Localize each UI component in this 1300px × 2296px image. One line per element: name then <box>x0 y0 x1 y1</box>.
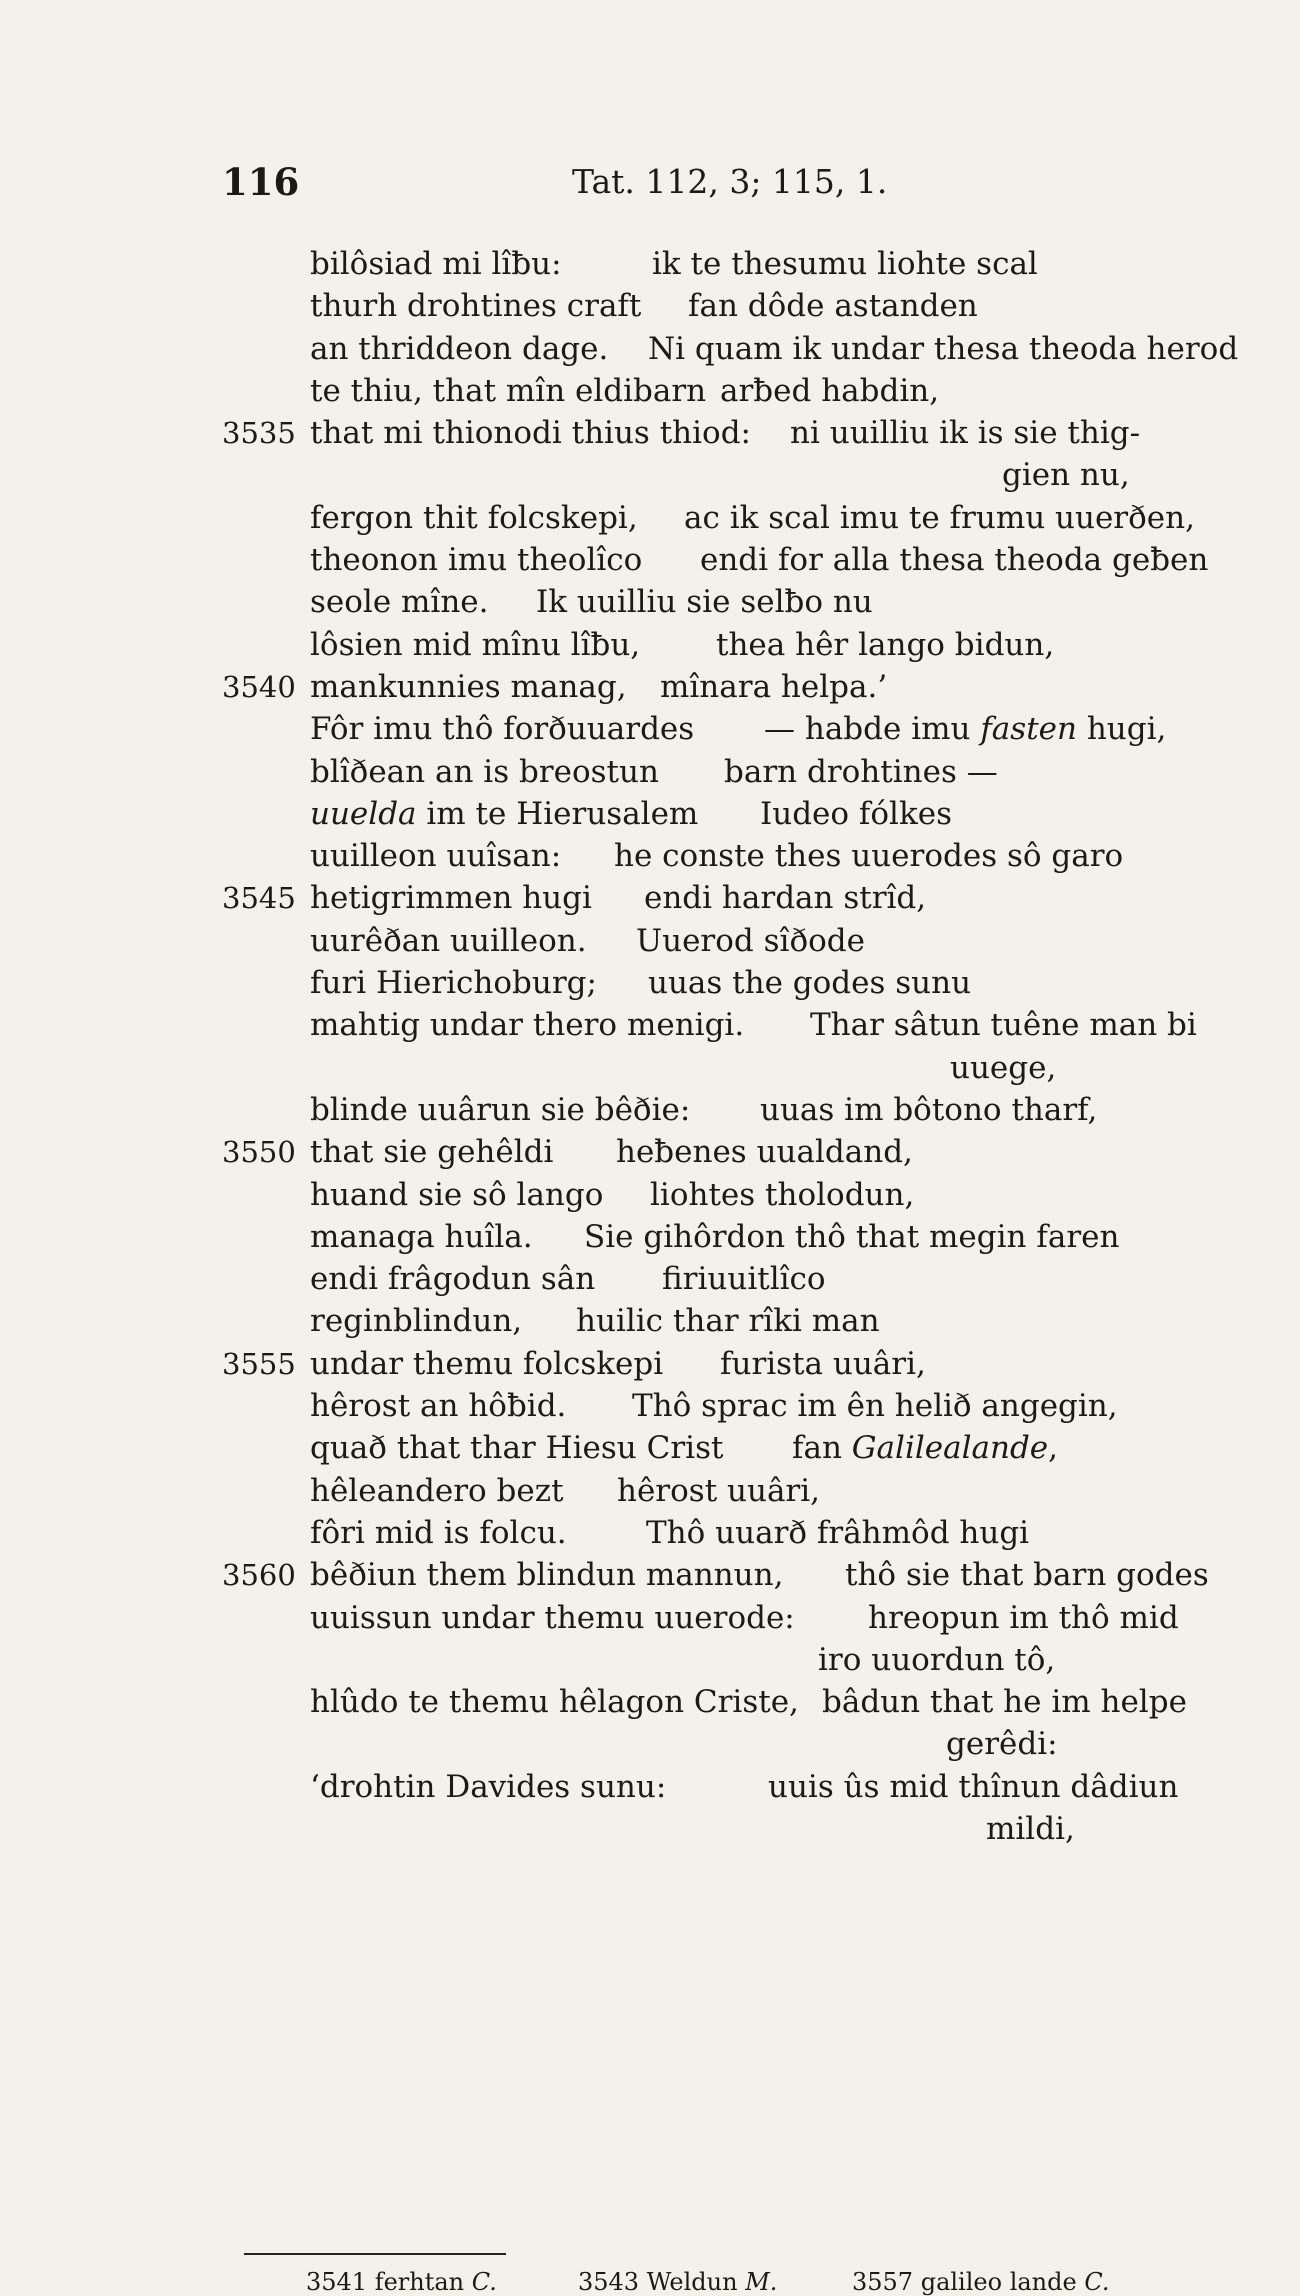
second-half-line: ik te thesumu liohte scal <box>652 246 1038 282</box>
line-continuation: uuege, <box>950 1049 1057 1086</box>
second-half-line: Ik uuilliu sie selƀo nu <box>536 584 873 621</box>
verse-line <box>0 1766 1300 1808</box>
second-half-line: hêrost uuâri, <box>617 1472 821 1509</box>
second-half-line: thô sie that barn godes <box>845 1557 1209 1594</box>
first-half-line: hlûdo te themu hêlagon Criste, <box>310 1684 799 1721</box>
footnote-3: 3557 galileo lande C. <box>852 2268 1110 2296</box>
second-half-line: Uuerod sîðode <box>636 922 865 959</box>
footnote-1: 3541 ferhtan C. <box>306 2268 497 2296</box>
first-half-line: that mi thionodi thius thiod: <box>310 415 751 452</box>
verse-line <box>0 1343 1300 1385</box>
first-half-line: quað that thar Hiesu Crist <box>310 1430 724 1467</box>
first-half-line: Fôr imu thô forðuuardes <box>310 711 695 748</box>
first-half-line: hêrost an hôƀid. <box>310 1388 567 1425</box>
second-half-line: — habde imu fasten hugi, <box>764 711 1167 748</box>
line-continuation: gerêdi: <box>946 1726 1058 1763</box>
first-half-line: managa huîla. <box>310 1218 533 1255</box>
second-half-line: Thô uuarð frâhmôd hugi <box>646 1514 1030 1551</box>
verse-line <box>0 1174 1300 1216</box>
verse-line <box>0 962 1300 1004</box>
verse-line <box>0 1554 1300 1596</box>
verse-line <box>0 1131 1300 1173</box>
verse-line <box>0 793 1300 835</box>
verse-lines <box>0 243 1300 1850</box>
line-number: 3555 <box>222 1346 296 1381</box>
verse-line <box>0 370 1300 412</box>
verse-line <box>0 1216 1300 1258</box>
second-half-line: Thar sâtun tuêne man bi <box>810 1007 1197 1044</box>
first-half-line: te thiu, that mîn eldibarn <box>310 372 707 409</box>
first-half-line: lôsien mid mînu lîƀu, <box>310 626 641 663</box>
verse-line <box>0 624 1300 666</box>
second-half-line: furista uuâri, <box>720 1345 926 1382</box>
first-half-line: undar themu folcskepi <box>310 1345 664 1382</box>
first-half-line: furi Hierichoburg; <box>310 965 597 1002</box>
second-half-line: arƀed habdin, <box>720 372 940 409</box>
first-half-line: uuissun undar themu uuerode: <box>310 1599 795 1636</box>
verse-line <box>0 751 1300 793</box>
second-half-line: uuas the godes sunu <box>648 965 972 1002</box>
first-half-line: seole mîne. <box>310 584 489 621</box>
verse-line <box>0 835 1300 877</box>
second-half-line: huilic thar rîki man <box>576 1303 880 1340</box>
first-half-line: thurh drohtines craft <box>310 288 642 325</box>
second-half-line: thea hêr lango bidun, <box>716 626 1055 663</box>
first-half-line: fôri mid is folcu. <box>310 1514 567 1551</box>
verse-line <box>0 285 1300 327</box>
verse-line <box>0 243 1300 285</box>
second-half-line: Thô sprac im ên helið angegin, <box>632 1388 1118 1425</box>
first-half-line: uuelda im te Hierusalem <box>310 795 699 832</box>
second-half-line: ni uuilliu ik is sie thig- <box>790 415 1141 452</box>
verse-line <box>0 454 1300 496</box>
first-half-line: an thriddeon dage. <box>310 330 609 367</box>
second-half-line: endi for alla thesa theoda geƀen <box>700 542 1209 579</box>
verse-line <box>0 1258 1300 1300</box>
first-half-line: fergon thit folcskepi, <box>310 499 638 536</box>
verse-line <box>0 1723 1300 1765</box>
second-half-line: uuas im bôtono tharf, <box>760 1091 1098 1128</box>
first-half-line: theonon imu theolîco <box>310 542 643 579</box>
second-half-line: he conste thes uuerodes sô garo <box>614 838 1124 875</box>
second-half-line: Iudeo fólkes <box>760 795 953 832</box>
page-header <box>222 160 1142 210</box>
verse-line <box>0 1300 1300 1342</box>
verse-line <box>0 497 1300 539</box>
second-half-line: barn drohtines — <box>724 753 998 790</box>
verse-line <box>0 1004 1300 1046</box>
first-half-line: that sie gehêldi <box>310 1134 554 1171</box>
verse-line <box>0 920 1300 962</box>
verse-line <box>0 1639 1300 1681</box>
first-half-line: bilôsiad mi lîƀu: <box>310 246 562 282</box>
verse-line <box>0 412 1300 454</box>
second-half-line: hreopun im thô mid <box>868 1599 1179 1636</box>
line-number: 3535 <box>222 416 296 451</box>
line-number: 3560 <box>222 1558 296 1593</box>
second-half-line: ac ik scal imu te frumu uuerðen, <box>684 499 1195 536</box>
verse-line <box>0 328 1300 370</box>
verse-line <box>0 666 1300 708</box>
footnote-2: 3543 Weldun M. <box>578 2268 778 2296</box>
first-half-line: ‘drohtin Davides sunu: <box>310 1768 667 1805</box>
running-head: Tat. 112, 3; 115, 1. <box>572 162 888 201</box>
first-half-line: mankunnies manag, <box>310 668 627 705</box>
first-half-line: hêleandero bezt <box>310 1472 564 1509</box>
verse-line <box>0 708 1300 750</box>
second-half-line: fan dôde astanden <box>688 288 978 325</box>
verse-line <box>0 1597 1300 1639</box>
first-half-line: uuilleon uuîsan: <box>310 838 562 875</box>
first-half-line: reginblindun, <box>310 1303 523 1340</box>
line-continuation: iro uuordun tô, <box>818 1641 1056 1678</box>
second-half-line: heƀenes uualdand, <box>616 1134 913 1171</box>
first-half-line: hetigrimmen hugi <box>310 880 592 917</box>
first-half-line: blîðean an is breostun <box>310 753 659 790</box>
verse-line <box>0 1089 1300 1131</box>
first-half-line: endi frâgodun sân <box>310 1261 596 1298</box>
second-half-line: firiuuitlîco <box>662 1261 826 1298</box>
line-continuation: gien nu, <box>1002 457 1130 494</box>
line-number: 3540 <box>222 669 296 704</box>
page-number: 116 <box>222 160 300 204</box>
verse-line <box>0 1047 1300 1089</box>
second-half-line: fan Galilealande, <box>792 1430 1059 1467</box>
second-half-line: uuis ûs mid thînun dâdiun <box>768 1768 1179 1805</box>
first-half-line: blinde uuârun sie bêðie: <box>310 1091 691 1128</box>
line-continuation: mildi, <box>986 1810 1075 1847</box>
second-half-line: Ni quam ik undar thesa theoda herod <box>648 330 1239 367</box>
verse-line <box>0 1427 1300 1469</box>
second-half-line: liohtes tholodun, <box>650 1176 915 1213</box>
first-half-line: huand sie sô lango <box>310 1176 604 1213</box>
verse-line <box>0 539 1300 581</box>
verse-line <box>0 1470 1300 1512</box>
first-half-line: mahtig undar thero menigi. <box>310 1007 745 1044</box>
verse-line <box>0 877 1300 919</box>
second-half-line: endi hardan strîd, <box>644 880 927 917</box>
verse-line <box>0 1681 1300 1723</box>
second-half-line: mînara helpa.’ <box>660 668 888 705</box>
verse-line <box>0 581 1300 623</box>
second-half-line: Sie gihôrdon thô that megin faren <box>584 1218 1120 1255</box>
first-half-line: bêðiun them blindun mannun, <box>310 1557 784 1594</box>
line-number: 3545 <box>222 881 296 916</box>
second-half-line: bâdun that he im helpe <box>822 1684 1187 1721</box>
footnote-rule <box>244 2253 506 2255</box>
verse-line <box>0 1808 1300 1850</box>
first-half-line: uurêðan uuilleon. <box>310 922 587 959</box>
verse-line <box>0 1385 1300 1427</box>
verse-line <box>0 1512 1300 1554</box>
line-number: 3550 <box>222 1135 296 1170</box>
